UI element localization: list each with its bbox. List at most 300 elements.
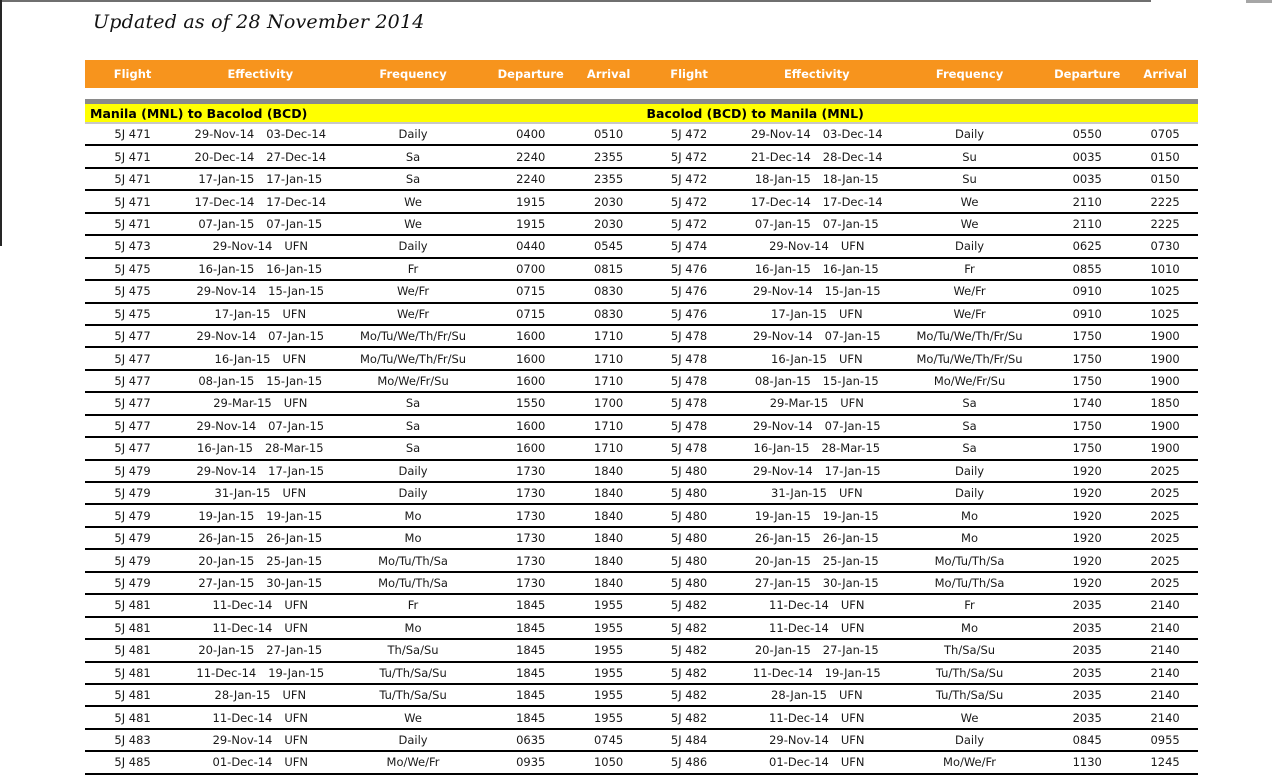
flight-cell: 5J 481 <box>114 620 151 635</box>
effectivity-start: 11-Dec-14 <box>212 620 273 635</box>
effectivity-cell <box>737 618 897 638</box>
column-header-departure: Departure <box>497 67 564 81</box>
table-row <box>85 259 1198 281</box>
table-row <box>85 528 1198 550</box>
flight-cell: 5J 481 <box>114 598 151 613</box>
row-right-half <box>642 483 1199 503</box>
arrival-cell: 2140 <box>1150 710 1180 725</box>
arrival-cell: 0150 <box>1150 172 1180 187</box>
frequency-cell: Daily <box>398 486 428 501</box>
departure-cell: 1730 <box>516 575 546 590</box>
effectivity-end: 18-Jan-15 <box>822 172 879 187</box>
row-left-half <box>85 595 642 615</box>
row-right-half <box>642 573 1199 593</box>
departure-cell: 0625 <box>1072 239 1102 254</box>
flight-cell: 5J 486 <box>670 755 708 770</box>
frequency-cell: Fr <box>964 598 975 613</box>
table-row <box>85 146 1198 168</box>
effectivity-start: 29-Nov-14 <box>212 239 273 254</box>
table-row <box>85 707 1198 729</box>
column-header-arrival: Arrival <box>586 67 631 81</box>
effectivity-start: 16-Jan-15 <box>753 441 810 456</box>
row-left-half <box>85 191 642 211</box>
arrival-cell: 0150 <box>1150 149 1180 164</box>
departure-cell: 0845 <box>1072 733 1102 748</box>
arrival-cell: 2140 <box>1150 688 1180 703</box>
arrival-cell: 2140 <box>1150 643 1180 658</box>
effectivity-start: 31-Jan-15 <box>214 486 271 501</box>
effectivity-cell <box>180 528 340 548</box>
effectivity-cell <box>737 595 897 615</box>
effectivity-end: 16-Jan-15 <box>822 261 879 276</box>
departure-cell: 1730 <box>516 463 546 478</box>
row-left-half <box>85 416 642 436</box>
departure-cell: 0635 <box>516 733 546 748</box>
flight-cell: 5J 479 <box>114 508 151 523</box>
effectivity-cell <box>180 730 340 750</box>
departure-cell: 0550 <box>1072 127 1102 142</box>
arrival-cell: 1955 <box>593 643 624 658</box>
effectivity-start: 27-Jan-15 <box>198 575 255 590</box>
row-right-half <box>642 438 1199 458</box>
frequency-cell: Tu/Th/Sa/Su <box>935 665 1004 680</box>
effectivity-end: UFN <box>282 486 307 501</box>
effectivity-start: 08-Jan-15 <box>754 374 811 389</box>
arrival-cell: 1840 <box>593 463 624 478</box>
departure-cell: 1845 <box>516 710 546 725</box>
row-right-half <box>642 595 1199 615</box>
flight-cell: 5J 480 <box>670 508 708 523</box>
effectivity-end: 28-Dec-14 <box>822 149 883 164</box>
arrival-cell: 2025 <box>1150 575 1180 590</box>
arrival-cell: 1710 <box>593 329 624 344</box>
effectivity-end: 15-Jan-15 <box>268 284 325 299</box>
row-left-half <box>85 730 642 750</box>
effectivity-cell <box>737 483 897 503</box>
row-right-half <box>642 416 1199 436</box>
effectivity-start: 08-Jan-15 <box>198 374 255 389</box>
column-header-flight: Flight <box>670 67 708 81</box>
row-right-half <box>642 214 1199 234</box>
flight-cell: 5J 472 <box>670 216 708 231</box>
flight-cell: 5J 482 <box>670 620 708 635</box>
flight-cell: 5J 471 <box>114 172 151 187</box>
departure-cell: 1920 <box>1072 531 1102 546</box>
row-left-half <box>85 685 642 705</box>
arrival-cell: 0705 <box>1150 127 1180 142</box>
departure-cell: 1600 <box>516 374 546 389</box>
arrival-cell: 1025 <box>1150 306 1180 321</box>
effectivity-cell <box>180 371 340 391</box>
effectivity-end: UFN <box>284 710 309 725</box>
effectivity-start: 29-Nov-14 <box>196 329 257 344</box>
column-header-frequency: Frequency <box>935 67 1004 81</box>
table-row <box>85 752 1198 774</box>
column-header-effectivity: Effectivity <box>227 67 294 81</box>
departure-cell: 1915 <box>516 194 546 209</box>
flight-cell: 5J 478 <box>670 374 708 389</box>
row-left-half <box>85 393 642 413</box>
flight-cell: 5J 477 <box>114 418 151 433</box>
effectivity-start: 11-Dec-14 <box>212 598 273 613</box>
arrival-cell: 1710 <box>593 418 624 433</box>
effectivity-cell <box>180 550 340 570</box>
effectivity-end: 15-Jan-15 <box>824 284 881 299</box>
column-header-flight: Flight <box>113 67 152 81</box>
effectivity-end: 30-Jan-15 <box>266 575 323 590</box>
effectivity-start: 20-Jan-15 <box>754 553 811 568</box>
effectivity-start: 28-Jan-15 <box>771 688 827 703</box>
departure-cell: 1730 <box>516 486 546 501</box>
arrival-cell: 1840 <box>593 531 624 546</box>
table-row <box>85 393 1198 415</box>
effectivity-start: 11-Dec-14 <box>212 710 273 725</box>
row-right-half <box>642 550 1199 570</box>
row-left-half <box>85 259 642 279</box>
effectivity-start: 07-Jan-15 <box>198 216 255 231</box>
row-right-half <box>642 326 1199 346</box>
effectivity-start: 29-Mar-15 <box>213 396 272 411</box>
departure-cell: 2035 <box>1072 665 1102 680</box>
row-left-half <box>85 236 642 256</box>
header-left-half <box>85 60 642 88</box>
flight-cell: 5J 480 <box>670 531 708 546</box>
effectivity-end: 27-Dec-14 <box>266 149 327 164</box>
flight-cell: 5J 484 <box>670 733 708 748</box>
departure-cell: 2035 <box>1072 620 1102 635</box>
effectivity-cell <box>737 528 897 548</box>
effectivity-end: 07-Jan-15 <box>824 418 881 433</box>
frequency-cell: We <box>404 216 422 231</box>
row-right-half <box>642 707 1199 727</box>
departure-cell: 1740 <box>1072 396 1102 411</box>
frequency-cell: We <box>960 710 979 725</box>
effectivity-cell <box>737 259 897 279</box>
frequency-cell: We/Fr <box>396 306 430 321</box>
frequency-cell: Mo/Tu/We/Th/Fr/Su <box>360 351 467 366</box>
departure-cell: 1920 <box>1072 553 1102 568</box>
arrival-cell: 1955 <box>593 665 624 680</box>
effectivity-cell <box>180 438 340 458</box>
effectivity-end: 07-Jan-15 <box>268 329 325 344</box>
effectivity-cell <box>180 663 340 683</box>
frequency-cell: We/Fr <box>953 306 986 321</box>
effectivity-cell <box>737 371 897 391</box>
effectivity-cell <box>737 438 897 458</box>
flight-cell: 5J 475 <box>114 284 151 299</box>
departure-cell: 2110 <box>1072 216 1102 231</box>
flight-cell: 5J 480 <box>670 553 708 568</box>
row-right-half <box>642 618 1199 638</box>
effectivity-start: 16-Jan-15 <box>214 351 271 366</box>
departure-cell: 1920 <box>1072 486 1102 501</box>
flight-cell: 5J 481 <box>114 688 151 703</box>
row-left-half <box>85 618 642 638</box>
flight-cell: 5J 476 <box>670 306 708 321</box>
effectivity-cell <box>737 663 897 683</box>
arrival-cell: 1955 <box>593 688 624 703</box>
frequency-cell: We <box>960 216 979 231</box>
frequency-cell: Su <box>962 172 977 187</box>
frequency-cell: Sa <box>405 441 421 456</box>
arrival-cell: 0830 <box>593 306 624 321</box>
frequency-cell: Th/Sa/Su <box>387 643 439 658</box>
column-header-departure: Departure <box>1054 67 1121 81</box>
row-right-half <box>642 640 1199 660</box>
flight-cell: 5J 482 <box>670 598 708 613</box>
table-row <box>85 730 1198 752</box>
arrival-cell: 0545 <box>593 239 624 254</box>
flight-cell: 5J 480 <box>670 575 708 590</box>
row-right-half <box>642 663 1199 683</box>
effectivity-cell <box>180 214 340 234</box>
effectivity-cell <box>737 393 897 413</box>
arrival-cell: 2030 <box>593 216 624 231</box>
effectivity-start: 01-Dec-14 <box>769 755 829 770</box>
row-left-half <box>85 281 642 301</box>
effectivity-start: 29-Nov-14 <box>212 733 273 748</box>
flight-cell: 5J 477 <box>114 374 151 389</box>
frequency-cell: Tu/Th/Sa/Su <box>379 688 447 703</box>
row-right-half <box>642 146 1199 166</box>
frequency-cell: Mo/Tu/Th/Sa <box>378 575 448 590</box>
effectivity-cell <box>180 281 340 301</box>
frequency-cell: Daily <box>398 463 428 478</box>
effectivity-end: 07-Jan-15 <box>268 418 325 433</box>
effectivity-end: 28-Mar-15 <box>264 441 324 456</box>
effectivity-end: 30-Jan-15 <box>822 575 879 590</box>
effectivity-cell <box>180 595 340 615</box>
departure-cell: 1750 <box>1072 441 1102 456</box>
row-right-half <box>642 169 1199 189</box>
effectivity-cell <box>737 685 897 705</box>
row-left-half <box>85 438 642 458</box>
row-left-half <box>85 483 642 503</box>
row-left-half <box>85 461 642 481</box>
effectivity-end: 28-Mar-15 <box>821 441 881 456</box>
table-row <box>85 348 1198 370</box>
effectivity-start: 20-Dec-14 <box>194 149 255 164</box>
departure-cell: 0035 <box>1072 149 1102 164</box>
departure-cell: 1750 <box>1072 418 1102 433</box>
row-right-half <box>642 528 1199 548</box>
arrival-cell: 2025 <box>1150 463 1180 478</box>
row-right-half <box>642 304 1199 324</box>
effectivity-start: 29-Nov-14 <box>769 239 829 254</box>
table-row <box>85 550 1198 572</box>
row-right-half <box>642 348 1199 368</box>
table-row <box>85 326 1198 348</box>
effectivity-end: UFN <box>840 733 865 748</box>
effectivity-cell <box>737 124 897 144</box>
arrival-cell: 0830 <box>593 284 624 299</box>
effectivity-end: UFN <box>840 755 865 770</box>
frequency-cell: Sa <box>405 418 421 433</box>
table-row <box>85 461 1198 483</box>
flight-cell: 5J 472 <box>670 127 708 142</box>
frequency-cell: We/Fr <box>953 284 986 299</box>
departure-cell: 1600 <box>516 329 546 344</box>
effectivity-end: UFN <box>284 239 308 254</box>
effectivity-cell <box>737 550 897 570</box>
frequency-cell: We <box>960 194 979 209</box>
arrival-cell: 1900 <box>1150 418 1180 433</box>
effectivity-end: UFN <box>840 239 865 254</box>
effectivity-end: UFN <box>840 396 864 411</box>
table-row <box>85 595 1198 617</box>
route-section-outbound: Manila (MNL) to Bacolod (BCD) <box>90 105 308 121</box>
effectivity-cell <box>737 214 897 234</box>
effectivity-start: 18-Jan-15 <box>754 172 811 187</box>
flight-cell: 5J 471 <box>114 216 151 231</box>
arrival-cell: 0815 <box>593 261 624 276</box>
departure-cell: 1730 <box>516 553 546 568</box>
frequency-cell: Mo/We/Fr/Su <box>933 374 1006 389</box>
arrival-cell: 1900 <box>1150 441 1180 456</box>
effectivity-end: UFN <box>282 688 307 703</box>
effectivity-cell <box>180 752 340 772</box>
row-right-half <box>642 371 1199 391</box>
effectivity-start: 01-Dec-14 <box>212 755 273 770</box>
frequency-cell: We <box>404 710 422 725</box>
arrival-cell: 1050 <box>593 755 624 770</box>
arrival-cell: 1025 <box>1150 284 1180 299</box>
flight-cell: 5J 477 <box>114 351 151 366</box>
departure-cell: 1920 <box>1072 508 1102 523</box>
effectivity-cell <box>180 146 340 166</box>
frequency-cell: Mo <box>961 620 979 635</box>
flight-cell: 5J 478 <box>670 441 708 456</box>
frequency-cell: Daily <box>398 127 428 142</box>
effectivity-end: 15-Jan-15 <box>822 374 879 389</box>
effectivity-end: UFN <box>284 755 309 770</box>
arrival-cell: 2025 <box>1150 508 1180 523</box>
frequency-cell: Mo <box>961 508 979 523</box>
arrival-cell: 2355 <box>593 172 624 187</box>
effectivity-cell <box>737 730 897 750</box>
effectivity-end: 19-Jan-15 <box>822 508 879 523</box>
departure-cell: 2110 <box>1072 194 1102 209</box>
flight-cell: 5J 475 <box>114 261 151 276</box>
arrival-cell: 2355 <box>593 149 624 164</box>
flight-cell: 5J 474 <box>670 239 708 254</box>
row-left-half <box>85 124 642 144</box>
effectivity-cell <box>737 326 897 346</box>
arrival-cell: 0955 <box>1150 733 1180 748</box>
effectivity-cell <box>737 416 897 436</box>
flight-cell: 5J 482 <box>670 710 708 725</box>
effectivity-end: 17-Jan-15 <box>824 463 881 478</box>
flight-cell: 5J 471 <box>114 194 151 209</box>
departure-cell: 1915 <box>516 216 546 231</box>
frequency-cell: Mo <box>961 531 979 546</box>
frequency-cell: Sa <box>405 396 421 411</box>
effectivity-cell <box>180 505 340 525</box>
departure-cell: 1845 <box>516 598 546 613</box>
effectivity-start: 29-Nov-14 <box>194 127 255 142</box>
flight-cell: 5J 471 <box>114 127 151 142</box>
arrival-cell: 2025 <box>1150 553 1180 568</box>
effectivity-cell <box>737 573 897 593</box>
effectivity-start: 19-Jan-15 <box>198 508 255 523</box>
effectivity-start: 27-Jan-15 <box>754 575 811 590</box>
row-left-half <box>85 214 642 234</box>
effectivity-end: 19-Jan-15 <box>266 508 323 523</box>
column-header-frequency: Frequency <box>379 67 447 81</box>
frequency-cell: Daily <box>398 239 428 254</box>
frequency-cell: Mo/We/Fr <box>386 755 440 770</box>
arrival-cell: 1900 <box>1150 351 1180 366</box>
table-row <box>85 236 1198 258</box>
effectivity-start: 29-Nov-14 <box>751 127 811 142</box>
flight-cell: 5J 481 <box>114 710 151 725</box>
header-gap <box>85 88 1198 99</box>
table-row <box>85 169 1198 191</box>
departure-cell: 1750 <box>1072 374 1102 389</box>
effectivity-start: 29-Nov-14 <box>752 418 813 433</box>
frequency-cell: Mo/Tu/We/Th/Fr/Su <box>916 329 1023 344</box>
effectivity-end: 25-Jan-15 <box>822 553 879 568</box>
effectivity-cell <box>180 191 340 211</box>
departure-cell: 2035 <box>1072 710 1102 725</box>
effectivity-end: UFN <box>838 351 863 366</box>
effectivity-start: 29-Nov-14 <box>196 418 257 433</box>
departure-cell: 2035 <box>1072 688 1102 703</box>
effectivity-start: 20-Jan-15 <box>198 553 255 568</box>
departure-cell: 2035 <box>1072 598 1102 613</box>
flight-cell: 5J 485 <box>114 755 151 770</box>
row-right-half <box>642 124 1199 144</box>
departure-cell: 2035 <box>1072 643 1102 658</box>
table-row <box>85 191 1198 213</box>
effectivity-cell <box>180 259 340 279</box>
schedule-table <box>85 60 1198 775</box>
effectivity-cell <box>180 393 340 413</box>
effectivity-cell <box>180 348 340 368</box>
frequency-cell: Daily <box>954 733 985 748</box>
arrival-cell: 1840 <box>593 508 624 523</box>
row-left-half <box>85 640 642 660</box>
table-row <box>85 640 1198 662</box>
effectivity-end: 17-Dec-14 <box>266 194 327 209</box>
effectivity-end: UFN <box>282 351 307 366</box>
row-left-half <box>85 573 642 593</box>
row-left-half <box>85 146 642 166</box>
arrival-cell: 1840 <box>593 553 624 568</box>
flight-cell: 5J 475 <box>114 306 151 321</box>
flight-cell: 5J 478 <box>670 351 708 366</box>
effectivity-end: 19-Jan-15 <box>268 665 325 680</box>
effectivity-cell <box>180 416 340 436</box>
departure-cell: 1750 <box>1072 329 1102 344</box>
effectivity-start: 16-Jan-15 <box>771 351 827 366</box>
arrival-cell: 1900 <box>1150 374 1180 389</box>
arrival-cell: 1955 <box>593 620 624 635</box>
flight-cell: 5J 477 <box>114 441 151 456</box>
arrival-cell: 1850 <box>1150 396 1180 411</box>
effectivity-start: 29-Nov-14 <box>769 733 829 748</box>
effectivity-start: 17-Dec-14 <box>194 194 255 209</box>
frequency-cell: Sa <box>405 149 421 164</box>
departure-cell: 0910 <box>1072 284 1102 299</box>
effectivity-start: 20-Jan-15 <box>754 643 811 658</box>
flight-cell: 5J 476 <box>670 284 708 299</box>
table-row <box>85 483 1198 505</box>
effectivity-start: 29-Nov-14 <box>196 284 257 299</box>
flight-cell: 5J 482 <box>670 665 708 680</box>
departure-cell: 1920 <box>1072 463 1102 478</box>
row-left-half <box>85 528 642 548</box>
